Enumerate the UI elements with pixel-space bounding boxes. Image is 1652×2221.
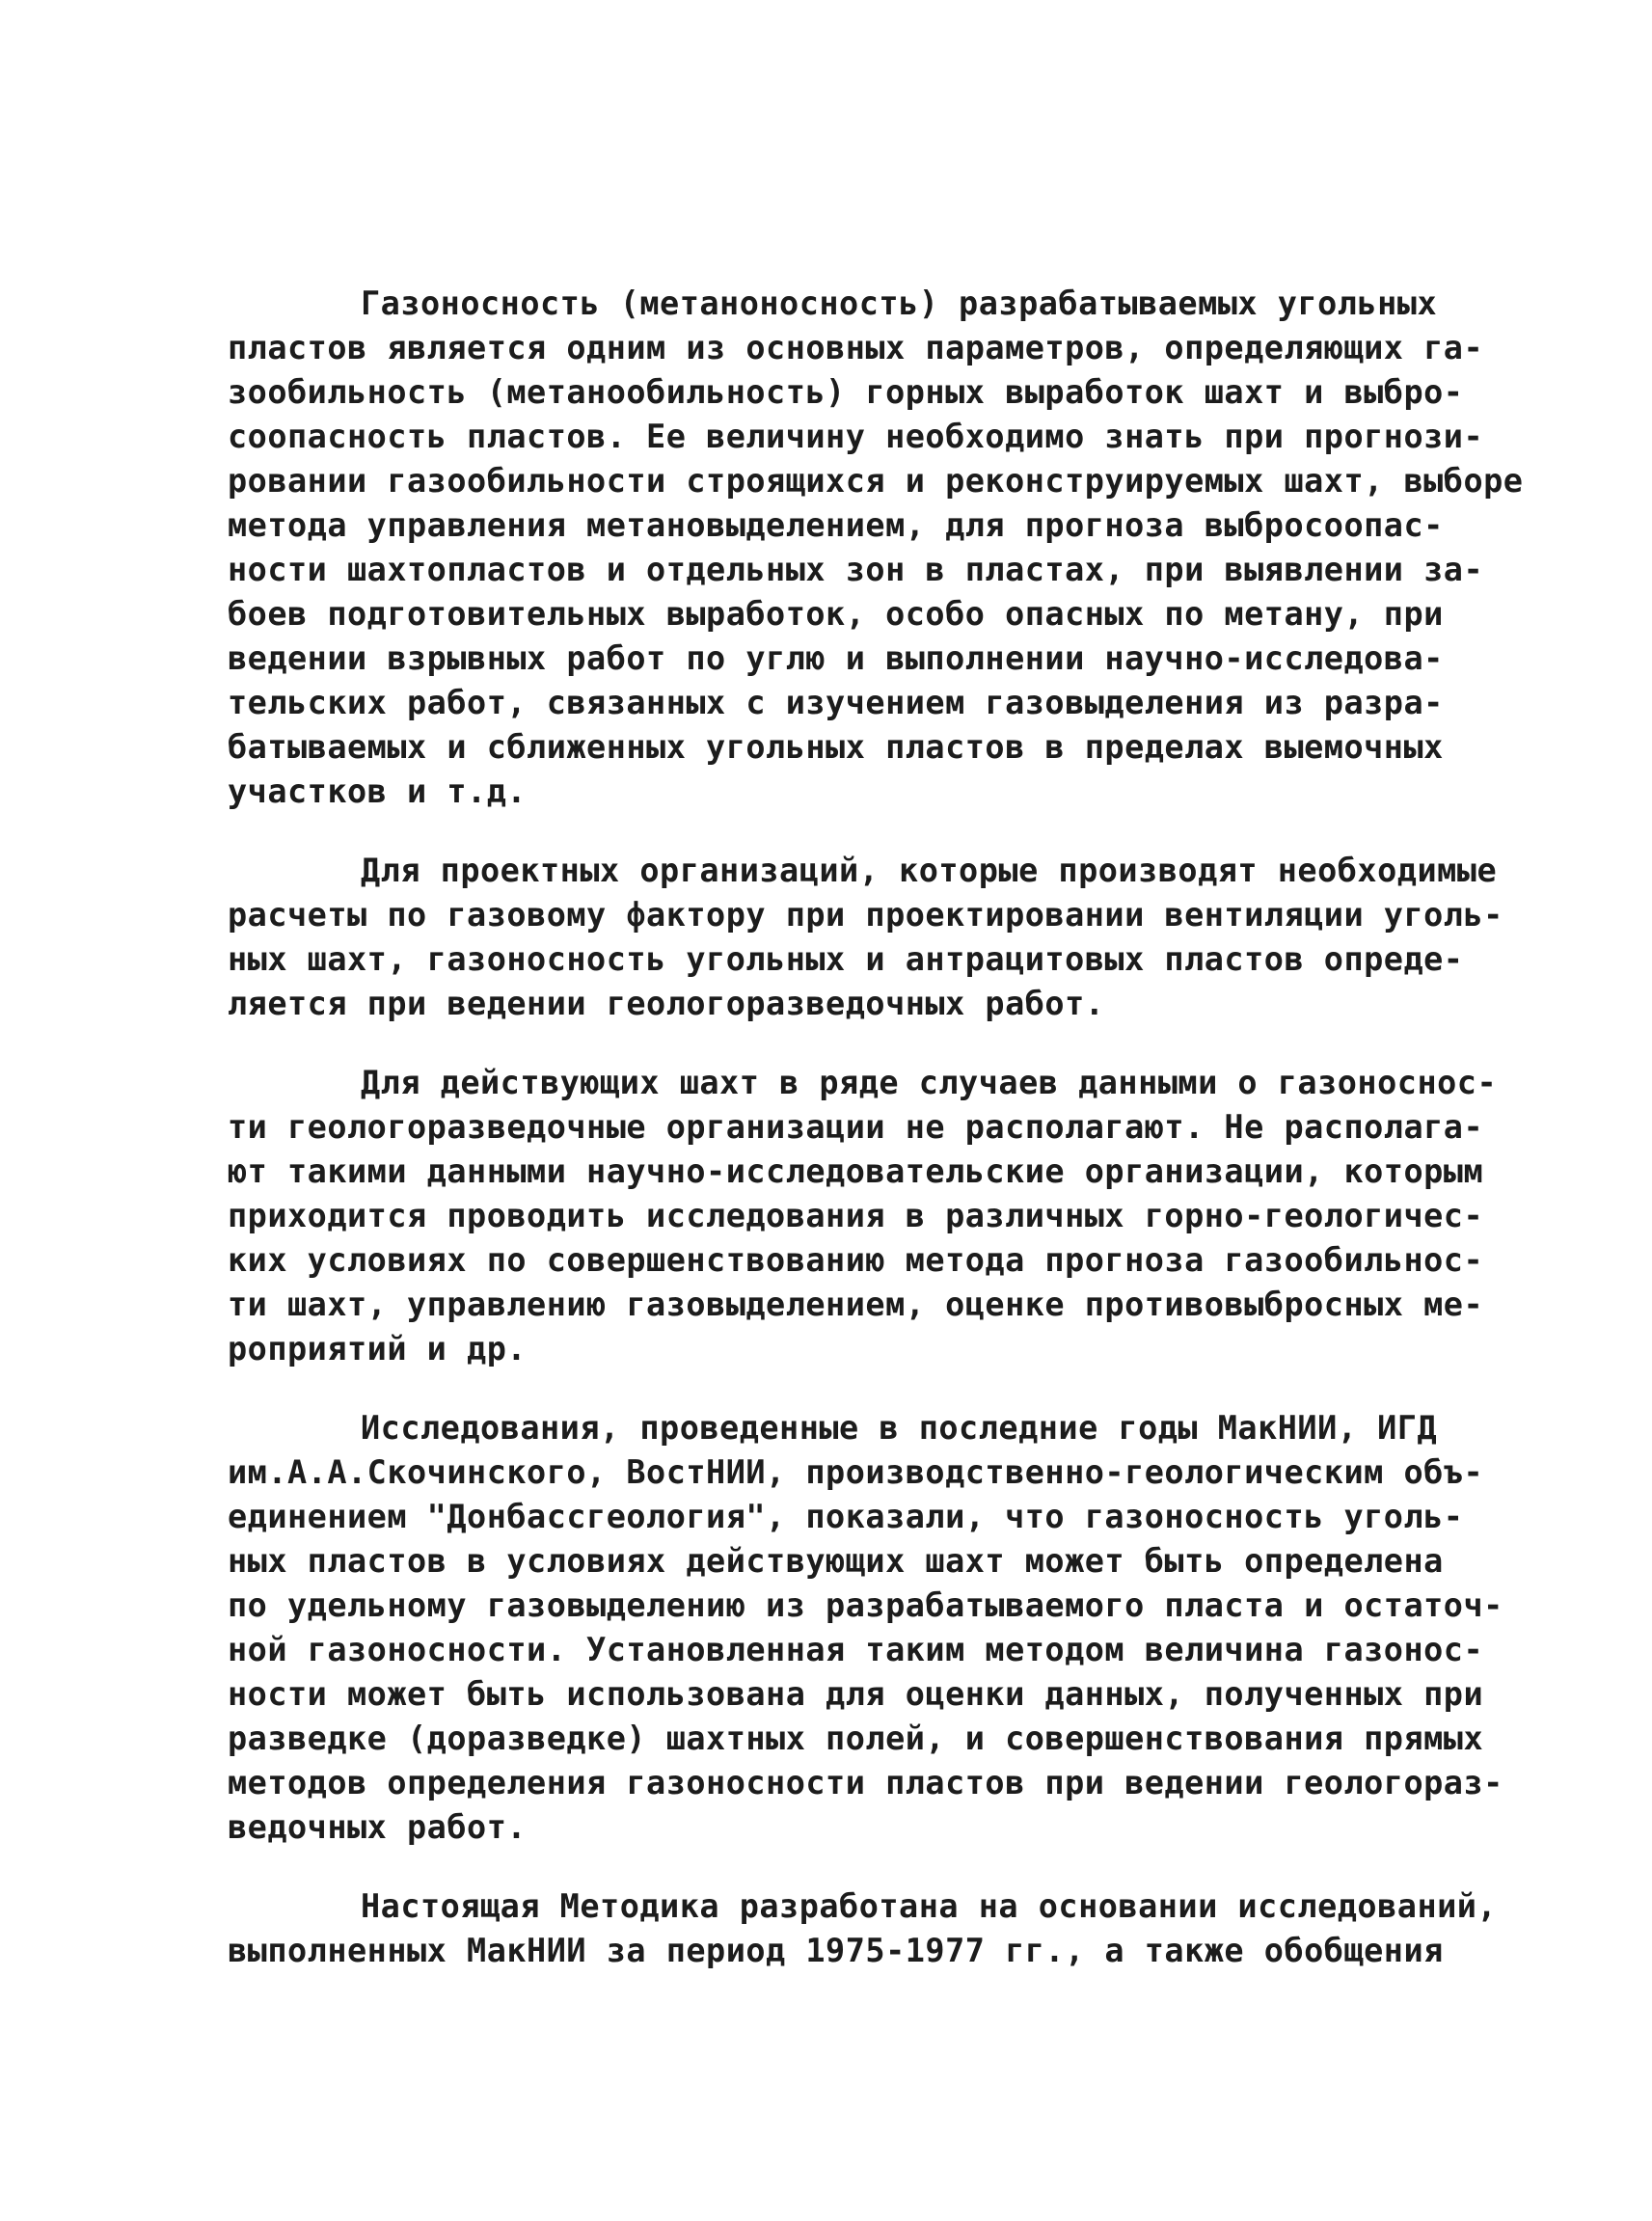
text-line: ровании газообильности строящихся и реконструируемых шахт, выборе xyxy=(228,462,1524,500)
document-body xyxy=(228,282,1524,2008)
text-line: расчеты по газовому фактору при проектировании вентиляции уголь- xyxy=(228,896,1503,934)
text-line: ных шахт, газоносность угольных и антрацитовых пластов опреде- xyxy=(228,940,1464,978)
text-line: ких условиях по совершенствованию метода прогноза газообильнос- xyxy=(228,1241,1484,1279)
text-line: тельских работ, связанных с изучением газовыделения из разра- xyxy=(228,684,1444,721)
text-line: ляется при ведении геологоразведочных работ. xyxy=(228,985,1105,1022)
text-line: Газоносность (метаноносность) разрабатываемых угольных xyxy=(361,284,1438,322)
paragraph-2 xyxy=(228,849,1503,1026)
text-line: им.А.А.Скочинского, ВостНИИ, производственно-геологическим объ- xyxy=(228,1453,1484,1491)
text-line: пластов является одним из основных параметров, определяющих га- xyxy=(228,329,1484,366)
text-line: ных пластов в условиях действующих шахт может быть определена xyxy=(228,1542,1444,1580)
text-line: методов определения газоносности пластов при ведении геологораз- xyxy=(228,1764,1503,1801)
text-line: ности шахтопластов и отдельных зон в пластах, при выявлении за- xyxy=(228,551,1484,588)
text-line: ти геологоразведочные организации не располагают. Не располага- xyxy=(228,1108,1484,1146)
text-line: зообильность (метанообильность) горных выработок шахт и выбро- xyxy=(228,373,1464,411)
text-line: Исследования, проведенные в последние годы МакНИИ, ИГД xyxy=(361,1409,1438,1447)
text-line: участков и т.д. xyxy=(228,772,528,810)
paragraph-3 xyxy=(228,1061,1498,1371)
text-line: ведении взрывных работ по углю и выполнении научно-исследова- xyxy=(228,639,1444,677)
paragraph-4 xyxy=(228,1406,1503,1850)
text-line: соопасность пластов. Ее величину необходимо знать при прогнози- xyxy=(228,418,1484,455)
text-line: ной газоносности. Установленная таким методом величина газонос- xyxy=(228,1631,1484,1668)
text-line: ведочных работ. xyxy=(228,1808,528,1846)
text-line: батываемых и сближенных угольных пластов в пределах выемочных xyxy=(228,728,1444,766)
paragraph-5 xyxy=(228,1884,1498,1973)
text-line: ют такими данными научно-исследовательские организации, которым xyxy=(228,1152,1484,1190)
paragraph-1 xyxy=(228,282,1524,814)
text-line: Для действующих шахт в ряде случаев данными о газоноснос- xyxy=(361,1064,1498,1101)
text-line: ности может быть использована для оценки данных, полученных при xyxy=(228,1675,1484,1713)
text-line: роприятий и др. xyxy=(228,1330,528,1368)
text-line: по удельному газовыделению из разрабатываемого пласта и остаточ- xyxy=(228,1586,1503,1624)
text-line: ти шахт, управлению газовыделением, оценке противовыбросных ме- xyxy=(228,1286,1484,1323)
text-line: единением "Донбассгеология", показали, что газоносность уголь- xyxy=(228,1498,1464,1535)
text-line: метода управления метановыделением, для прогноза выбросоопас- xyxy=(228,506,1444,544)
text-line: боев подготовительных выработок, особо опасных по метану, при xyxy=(228,595,1444,633)
text-line: Настоящая Методика разработана на основании исследований, xyxy=(361,1887,1498,1925)
text-line: разведке (доразведке) шахтных полей, и совершенствования прямых xyxy=(228,1720,1484,1757)
text-line: Для проектных организаций, которые производят необходимые xyxy=(361,852,1498,889)
text-line: приходится проводить исследования в различных горно-геологичес- xyxy=(228,1197,1484,1234)
text-line: выполненных МакНИИ за период 1975-1977 гг., а также обобщения xyxy=(228,1932,1444,1969)
